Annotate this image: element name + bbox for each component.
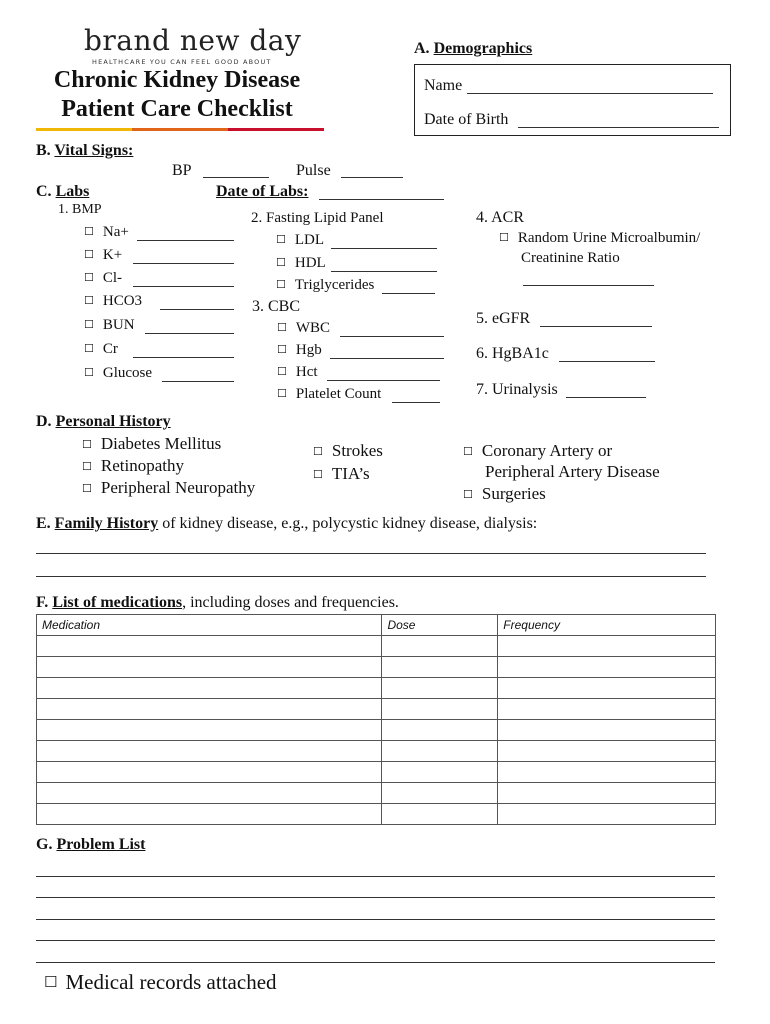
acr-field[interactable]	[523, 285, 654, 286]
history-retinopathy[interactable]: ☐ Retinopathy	[82, 456, 184, 475]
table-cell[interactable]	[37, 699, 382, 720]
problem-line[interactable]	[36, 855, 715, 877]
history-strokes[interactable]: ☐ Strokes	[313, 441, 383, 460]
table-cell[interactable]	[498, 657, 716, 678]
checkbox-icon: ☐	[463, 445, 473, 458]
checkbox-icon: ☐	[82, 482, 92, 495]
table-cell[interactable]	[498, 783, 716, 804]
lab-field[interactable]	[133, 286, 234, 287]
lab-field[interactable]	[137, 240, 234, 241]
lab-item-bun[interactable]: ☐ BUN	[84, 317, 135, 333]
table-row	[37, 636, 716, 657]
lab-item-k[interactable]: ☐ K+	[84, 247, 123, 263]
lab-field[interactable]	[133, 263, 234, 264]
table-cell[interactable]	[37, 741, 382, 762]
lab-field[interactable]	[340, 336, 444, 337]
checkbox-icon: ☐	[82, 438, 92, 451]
urinalysis-label: 7. Urinalysis	[476, 381, 558, 398]
hgba1c-label: 6. HgBA1c	[476, 345, 549, 362]
table-row	[37, 678, 716, 699]
checkbox-icon: ☐	[44, 973, 58, 991]
cbc-title: 3. CBC	[252, 298, 301, 315]
table-cell[interactable]	[498, 636, 716, 657]
lab-field[interactable]	[133, 357, 234, 358]
checkbox-icon: ☐	[84, 342, 94, 355]
brand-tagline: HEALTHCARE YOU CAN FEEL GOOD ABOUT	[92, 58, 272, 66]
lab-field[interactable]	[331, 271, 437, 272]
checkbox-icon: ☐	[276, 233, 286, 246]
bp-field[interactable]	[203, 177, 269, 178]
table-cell[interactable]	[498, 699, 716, 720]
table-cell[interactable]	[382, 741, 498, 762]
lab-field[interactable]	[160, 309, 234, 310]
lab-item-hdl[interactable]: ☐ HDL	[276, 255, 326, 271]
table-cell[interactable]	[382, 804, 498, 825]
name-label: Name	[424, 77, 463, 94]
problem-list-heading: G. Problem List	[36, 836, 146, 853]
page-title-line2: Patient Care Checklist	[61, 96, 293, 122]
lipid-title: 2. Fasting Lipid Panel	[251, 210, 384, 226]
color-bar-yellow	[36, 128, 132, 131]
table-cell[interactable]	[382, 720, 498, 741]
checkbox-icon: ☐	[277, 365, 287, 378]
lab-item-triglycerides[interactable]: ☐ Triglycerides	[276, 277, 375, 293]
checkbox-icon: ☐	[313, 445, 323, 458]
lab-item-hct[interactable]: ☐ Hct	[277, 364, 318, 380]
table-cell[interactable]	[382, 657, 498, 678]
lab-field[interactable]	[162, 381, 234, 382]
table-row	[37, 804, 716, 825]
problem-list-lines	[36, 855, 715, 963]
lab-item-platelet[interactable]: ☐ Platelet Count	[277, 386, 382, 402]
records-attached[interactable]: ☐ Medical records attached	[44, 970, 277, 994]
table-cell[interactable]	[37, 720, 382, 741]
checkbox-icon: ☐	[313, 468, 323, 481]
checkbox-icon: ☐	[84, 271, 94, 284]
history-tia[interactable]: ☐ TIA’s	[313, 464, 370, 483]
lab-field[interactable]	[392, 402, 440, 403]
lab-field[interactable]	[330, 358, 444, 359]
labs-date-field[interactable]	[319, 199, 444, 200]
problem-line[interactable]	[36, 941, 715, 963]
table-row	[37, 699, 716, 720]
table-cell[interactable]	[37, 762, 382, 783]
checkbox-icon: ☐	[277, 343, 287, 356]
family-history-line[interactable]	[36, 576, 706, 577]
name-field[interactable]	[467, 93, 713, 94]
page-title-line1: Chronic Kidney Disease	[53, 67, 301, 93]
table-row	[37, 783, 716, 804]
lab-item-acr[interactable]: ☐ Random Urine Microalbumin/	[499, 230, 701, 246]
bp-label: BP	[172, 162, 192, 179]
table-cell[interactable]	[37, 783, 382, 804]
checkbox-icon: ☐	[276, 278, 286, 291]
history-surgeries[interactable]: ☐ Surgeries	[463, 484, 546, 503]
history-cad[interactable]: ☐ Coronary Artery or	[463, 441, 613, 460]
column-header-dose: Dose	[382, 615, 498, 636]
table-cell[interactable]	[37, 678, 382, 699]
table-cell[interactable]	[382, 783, 498, 804]
lab-item-cr[interactable]: ☐ Cr	[84, 341, 118, 357]
lab-item-hco3[interactable]: ☐ HCO3	[84, 293, 143, 309]
color-bar-orange	[132, 128, 228, 131]
checkbox-icon: ☐	[84, 366, 94, 379]
lab-item-glucose[interactable]: ☐ Glucose	[84, 365, 153, 381]
checkbox-icon: ☐	[277, 321, 287, 334]
history-diabetes[interactable]: ☐ Diabetes Mellitus	[82, 434, 222, 453]
labs-heading: C. Labs	[36, 183, 90, 200]
dob-field[interactable]	[518, 127, 719, 128]
checkbox-icon: ☐	[82, 460, 92, 473]
problem-line[interactable]	[36, 920, 715, 942]
checkbox-icon: ☐	[277, 387, 287, 400]
hgba1c-field[interactable]	[559, 361, 655, 362]
checkbox-icon: ☐	[463, 488, 473, 501]
egfr-label: 5. eGFR	[476, 310, 531, 327]
pulse-label: Pulse	[296, 162, 331, 179]
problem-line[interactable]	[36, 877, 715, 899]
acr-item-line2: Creatinine Ratio	[521, 250, 620, 266]
pulse-field[interactable]	[341, 177, 403, 178]
lab-item-ldl[interactable]: ☐ LDL	[276, 232, 325, 248]
checkbox-icon: ☐	[84, 294, 94, 307]
table-cell[interactable]	[382, 636, 498, 657]
column-header-frequency: Frequency	[498, 615, 716, 636]
table-cell[interactable]	[382, 762, 498, 783]
family-history-heading: E. Family History of kidney disease, e.g., polycystic kidney disease, dialysis:	[36, 515, 538, 532]
checkbox-icon: ☐	[276, 256, 286, 269]
labs-date-label: Date of Labs:	[216, 183, 309, 200]
table-cell[interactable]	[498, 720, 716, 741]
bmp-title: 1. BMP	[58, 202, 102, 217]
lab-item-na[interactable]: ☐ Na+	[84, 224, 129, 240]
table-row	[37, 741, 716, 762]
demographics-heading: A. Demographics	[414, 40, 533, 57]
table-cell[interactable]	[382, 678, 498, 699]
problem-line[interactable]	[36, 898, 715, 920]
medications-heading: F. List of medications, including doses and frequencies.	[36, 594, 399, 611]
lab-field[interactable]	[145, 333, 234, 334]
lab-item-wbc[interactable]: ☐ WBC	[277, 320, 331, 336]
medications-table	[36, 614, 716, 825]
table-cell[interactable]	[37, 804, 382, 825]
table-cell[interactable]	[498, 741, 716, 762]
brand-logo: brand new day	[84, 24, 302, 57]
table-cell[interactable]	[37, 636, 382, 657]
column-header-medication: Medication	[37, 615, 382, 636]
egfr-field[interactable]	[540, 326, 652, 327]
lab-item-cl[interactable]: ☐ Cl-	[84, 270, 123, 286]
table-row	[37, 657, 716, 678]
dob-label: Date of Birth	[424, 111, 509, 128]
history-neuropathy[interactable]: ☐ Peripheral Neuropathy	[82, 478, 256, 497]
checkbox-icon: ☐	[84, 225, 94, 238]
vitals-heading: B. Vital Signs:	[36, 142, 134, 159]
table-row	[37, 720, 716, 741]
personal-history-heading: D. Personal History	[36, 413, 171, 430]
lab-field[interactable]	[382, 293, 435, 294]
table-cell[interactable]	[37, 657, 382, 678]
table-row	[37, 762, 716, 783]
family-history-line[interactable]	[36, 553, 706, 554]
urinalysis-field[interactable]	[566, 397, 646, 398]
color-bar-red	[228, 128, 324, 131]
table-cell[interactable]	[498, 762, 716, 783]
table-cell[interactable]	[498, 678, 716, 699]
acr-title: 4. ACR	[476, 209, 525, 226]
history-cad-line2: Peripheral Artery Disease	[485, 462, 660, 481]
checkbox-icon: ☐	[84, 318, 94, 331]
table-cell[interactable]	[382, 699, 498, 720]
lab-item-hgb[interactable]: ☐ Hgb	[277, 342, 322, 358]
checkbox-icon: ☐	[499, 231, 509, 244]
table-cell[interactable]	[498, 804, 716, 825]
lab-field[interactable]	[327, 380, 440, 381]
checkbox-icon: ☐	[84, 248, 94, 261]
lab-field[interactable]	[331, 248, 437, 249]
